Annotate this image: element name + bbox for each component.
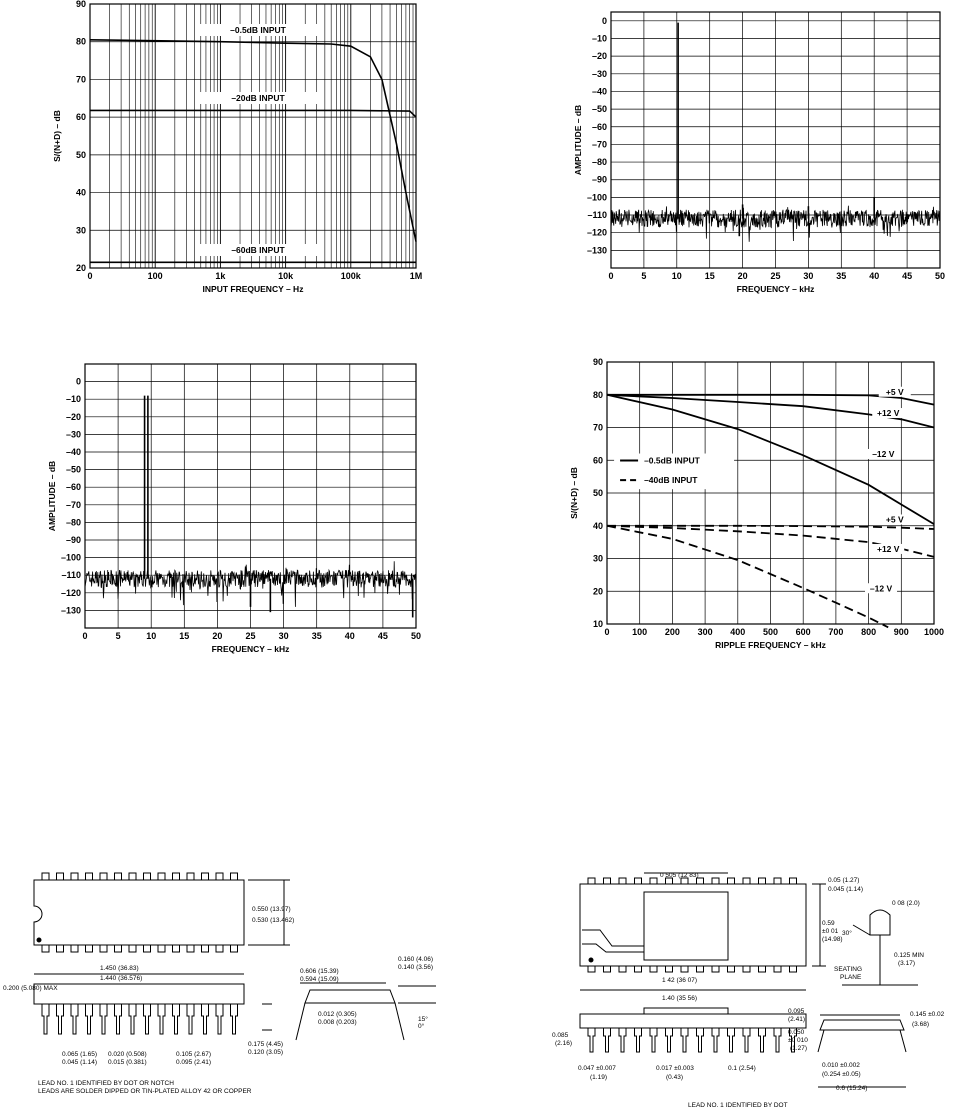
pin-bottom	[86, 945, 93, 952]
dim-width-mm: (14.98)	[822, 936, 843, 943]
lead	[619, 1028, 626, 1052]
dim-lead-length-min: 0.120 (3.05)	[248, 1049, 284, 1056]
ceramic-dip-leads	[588, 1028, 797, 1052]
pin-top	[774, 878, 781, 884]
lead	[86, 1004, 93, 1034]
plot-frame	[90, 4, 416, 268]
x-tick-label: 1k	[215, 271, 226, 281]
y-tick-label: –100	[586, 192, 607, 203]
x-tick-label: 0	[82, 631, 88, 641]
y-tick-label: 40	[592, 520, 603, 531]
dim-length-min-ceramic: 1.40 (35 56)	[662, 995, 698, 1002]
y-tick-label: 80	[592, 389, 603, 400]
dim-lead-shoulder: 0 08 (2.0)	[892, 900, 920, 907]
pin1-dot	[37, 938, 41, 942]
lead	[759, 1028, 766, 1052]
pin-bottom	[728, 966, 735, 972]
pin-bottom	[588, 966, 595, 972]
pin-top	[129, 873, 136, 880]
pin-top	[187, 873, 194, 880]
lead	[728, 1028, 735, 1052]
y-tick-label: –50	[591, 104, 607, 115]
ceramic-dip-lid	[644, 1008, 728, 1014]
y-tick-label: 20	[75, 263, 86, 273]
pin-top	[650, 878, 657, 884]
x-tick-label: 40	[344, 631, 355, 641]
x-tick-label: 50	[934, 271, 946, 281]
x-tick-label: 10k	[278, 271, 294, 281]
series-label: –0.5dB INPUT	[230, 25, 286, 35]
x-tick-label: 40	[869, 271, 880, 281]
x-tick-label: 600	[795, 627, 811, 637]
y-tick-label: 40	[75, 187, 86, 198]
y-tick-label: –40	[65, 447, 81, 457]
dim-pitch-max: 0.105 (2.67)	[176, 1051, 212, 1058]
y-tick-label: –120	[60, 587, 81, 598]
x-axis-label: RIPPLE FREQUENCY – kHz	[715, 640, 826, 650]
lead	[697, 1028, 704, 1052]
lead	[115, 1004, 122, 1034]
pin-bottom	[619, 966, 626, 972]
y-tick-label: 10	[592, 619, 603, 629]
plastic-package-note-1: LEAD NO. 1 IDENTIFIED BY DOT OR NOTCH	[38, 1080, 174, 1087]
dim-row-spacing-min: 0.594 (15.09)	[300, 976, 339, 983]
dim-seat-height-max: 0.160 (4.06)	[398, 956, 434, 963]
dim-lead-thickness-max: 0.012 (0.305)	[318, 1011, 357, 1018]
pin-bottom	[743, 966, 750, 972]
snr-vs-input-frequency-chart	[52, 0, 422, 294]
pin-top	[71, 873, 78, 880]
lead	[71, 1004, 78, 1034]
pin-top	[216, 873, 223, 880]
y-tick-label: –70	[591, 139, 607, 150]
fft-spectrum-chart-bottom	[47, 364, 421, 654]
pin-top	[115, 873, 122, 880]
x-tick-label: 1000	[923, 627, 945, 637]
dim-lead-length-max: 0.175 (4.45)	[248, 1041, 284, 1048]
x-tick-label: 500	[762, 627, 779, 637]
lead	[681, 1028, 688, 1052]
lead	[588, 1028, 595, 1052]
x-tick-label: 300	[697, 627, 713, 637]
y-tick-label: 30	[75, 225, 86, 236]
pin-bottom	[231, 945, 238, 952]
pin-bottom	[604, 966, 611, 972]
dim-lead-thickness-min: 0.008 (0.203)	[318, 1019, 357, 1026]
dim-shoulder-ceramic: 0.050	[788, 1029, 805, 1036]
pin-bottom	[129, 945, 136, 952]
pin-top	[202, 873, 209, 880]
pin-top	[100, 873, 107, 880]
dim-lead-narrow: 0.017 ±0.003	[656, 1065, 694, 1072]
y-tick-label: –90	[65, 535, 81, 545]
dim-shoulder-max: 0.065 (1.65)	[62, 1051, 98, 1058]
lead	[666, 1028, 673, 1052]
dim-width-min: 0.530 (13.462)	[252, 917, 295, 924]
lead	[202, 1004, 209, 1034]
ceramic-dip-package-drawing	[580, 873, 918, 1087]
series-label: –60dB INPUT	[231, 245, 285, 255]
x-tick-label: 200	[664, 627, 680, 637]
pin-top	[604, 878, 611, 884]
dim-seat-height-ceramic-mm: (3.68)	[912, 1021, 929, 1028]
pin-top	[158, 873, 165, 880]
dim-lead-tip-min: 0.045 (1.14)	[828, 886, 864, 893]
x-tick-label: 1M	[409, 271, 423, 281]
dim-angle-min: 0°	[418, 1023, 425, 1030]
y-tick-label: –10	[591, 33, 607, 44]
y-axis-label: S/(N+D) – dB	[569, 467, 579, 519]
x-tick-label: 15	[704, 271, 715, 281]
curve-label: +12 V	[876, 543, 900, 554]
lead	[57, 1004, 64, 1034]
snr-vs-ripple-frequency-chart	[569, 357, 944, 650]
y-tick-label: –130	[586, 245, 607, 256]
lead	[231, 1004, 238, 1034]
dim-length-max: 1.450 (36.83)	[100, 965, 139, 972]
x-tick-label: 5	[115, 631, 121, 641]
pin-top	[728, 878, 735, 884]
dim-standoff-mm: (2.16)	[555, 1040, 572, 1047]
x-tick-label: 50	[410, 631, 422, 641]
x-tick-label: 10	[671, 271, 682, 281]
lead	[42, 1004, 49, 1034]
x-tick-label: 5	[641, 271, 647, 281]
lead	[158, 1004, 165, 1034]
y-tick-label: –110	[61, 570, 81, 581]
y-tick-label: 90	[592, 357, 603, 367]
x-tick-label: 30	[278, 631, 289, 641]
curve-label: +5 V	[885, 514, 904, 525]
pin-bottom	[216, 945, 223, 952]
plastic-dip-end-view	[305, 990, 395, 1003]
dim-pitch-ceramic: 0.1 (2.54)	[728, 1065, 756, 1072]
pin-top	[231, 873, 238, 880]
plastic-dip-pins	[42, 873, 238, 952]
y-tick-label: –110	[587, 210, 607, 221]
dim-shoulder-tol: ±0 010	[788, 1037, 808, 1044]
x-tick-label: 45	[377, 631, 388, 641]
x-tick-label: 10	[146, 631, 157, 641]
x-axis-label: INPUT FREQUENCY – Hz	[202, 284, 304, 294]
dim-window-width: 0 505 (12 83)	[660, 872, 699, 879]
lead	[129, 1004, 136, 1034]
y-tick-label: 70	[592, 422, 603, 433]
plastic-dip-package-drawing	[34, 873, 436, 1040]
dim-body-thickness: 0.095	[788, 1008, 805, 1015]
pin-top	[144, 873, 151, 880]
dim-lead-length-min-ceramic: 0.125 MIN	[894, 952, 924, 959]
y-tick-label: 20	[592, 586, 603, 597]
ceramic-dip-side-view	[580, 1014, 806, 1028]
x-tick-label: 20	[212, 631, 223, 641]
x-tick-label: 900	[893, 627, 909, 637]
curve-label: +5 V	[885, 386, 904, 397]
plastic-dip-leads	[42, 1004, 238, 1034]
dim-length-max-ceramic: 1 42 (36 07)	[662, 977, 698, 984]
x-axis-label: FREQUENCY – kHz	[211, 644, 290, 654]
fft-spectrum-chart-top	[573, 12, 945, 294]
lead	[187, 1004, 194, 1034]
y-axis-label: S/(N+D) – dB	[52, 110, 62, 162]
lead	[774, 1028, 781, 1052]
curve-label: –12 V	[872, 448, 895, 459]
x-tick-label: 400	[730, 627, 746, 637]
dim-standoff: 0.085	[552, 1032, 569, 1039]
pin-bottom	[759, 966, 766, 972]
y-tick-label: 50	[75, 149, 86, 160]
lead	[743, 1028, 750, 1052]
dim-lead-angle: 30°	[842, 930, 852, 937]
dim-lead-width-ceramic-mm: (1.19)	[590, 1074, 607, 1081]
pin-bottom	[187, 945, 194, 952]
x-tick-label: 0	[604, 627, 610, 637]
y-axis-label: AMPLITUDE – dB	[573, 104, 583, 176]
pin-top	[712, 878, 719, 884]
dim-lead-thickness-ceramic-mm: (0.254 ±0.05)	[822, 1071, 861, 1078]
y-tick-label: –20	[591, 51, 607, 62]
pin-bottom	[681, 966, 688, 972]
x-tick-label: 0	[608, 271, 614, 281]
lead	[100, 1004, 107, 1034]
lead	[216, 1004, 223, 1034]
pin-top	[588, 878, 595, 884]
y-tick-label: –70	[65, 499, 81, 510]
y-tick-label: –100	[60, 552, 81, 563]
pin-bottom	[635, 966, 642, 972]
y-tick-label: –30	[591, 68, 607, 79]
pin-bottom	[202, 945, 209, 952]
y-tick-label: 50	[592, 488, 603, 498]
pin-bottom	[144, 945, 151, 952]
dim-body-thickness-mm: (2.41)	[788, 1016, 805, 1023]
dim-shoulder-mm: (1.27)	[790, 1045, 807, 1052]
pin-top	[57, 873, 64, 880]
legend-label: –40dB INPUT	[644, 475, 698, 486]
x-tick-label: 100k	[340, 271, 361, 281]
x-tick-label: 100	[147, 271, 163, 281]
y-tick-label: –50	[65, 464, 81, 475]
y-tick-label: –60	[591, 121, 607, 132]
pin1-dot-ceramic	[589, 958, 593, 962]
y-tick-label: 0	[601, 15, 607, 26]
dim-row-spacing-ceramic: 0.6 (15.24)	[836, 1085, 868, 1092]
plastic-dip-top-view	[34, 880, 244, 945]
lead	[144, 1004, 151, 1034]
pin-bottom	[774, 966, 781, 972]
x-tick-label: 35	[311, 631, 322, 641]
lead	[173, 1004, 180, 1034]
dim-width-max: 0.550 (13.97)	[252, 906, 291, 913]
pin-bottom	[158, 945, 165, 952]
series-label: –20dB INPUT	[231, 93, 285, 103]
dim-seat-height-ceramic: 0.145 ±0.02	[910, 1011, 945, 1018]
pin-bottom	[100, 945, 107, 952]
y-tick-label: –130	[60, 605, 81, 616]
dim-lead-narrow-mm: (0.43)	[666, 1074, 683, 1081]
y-tick-label: –10	[65, 394, 81, 405]
y-tick-label: –40	[591, 86, 607, 97]
pin-bottom	[71, 945, 78, 952]
pin-top	[619, 878, 626, 884]
ceramic-package-note: LEAD NO. 1 IDENTIFIED BY DOT	[688, 1102, 788, 1109]
pin-top	[86, 873, 93, 880]
dim-shoulder-min: 0.045 (1.14)	[62, 1059, 98, 1066]
dim-lead-width-max: 0.020 (0.508)	[108, 1051, 147, 1058]
x-tick-label: 100	[632, 627, 648, 637]
y-tick-label: –80	[65, 517, 81, 528]
lead	[604, 1028, 611, 1052]
ceramic-dip-top-view	[580, 884, 806, 966]
dim-lead-width-ceramic: 0.047 ±0.007	[578, 1065, 616, 1072]
y-tick-label: 60	[75, 112, 86, 123]
curve-label: +12 V	[876, 408, 900, 419]
x-axis-label: FREQUENCY – kHz	[736, 284, 815, 294]
plastic-dip-dimension-labels	[3, 906, 433, 1095]
dim-lead-width-min: 0.015 (0.381)	[108, 1059, 147, 1066]
seating-plane-label-2: PLANE	[840, 974, 862, 981]
dim-seat-height-min: 0.140 (3.56)	[398, 964, 434, 971]
series-line	[607, 526, 888, 628]
dim-lead-thickness-ceramic: 0.010 ±0.002	[822, 1062, 860, 1069]
dim-height-max: 0.200 (5.080) MAX	[3, 985, 58, 992]
plastic-dip-side-view	[34, 984, 244, 1004]
pin-bottom	[173, 945, 180, 952]
pin-bottom	[666, 966, 673, 972]
ceramic-dip-lead-frame	[582, 930, 644, 952]
x-tick-label: 700	[828, 627, 844, 637]
x-tick-label: 35	[836, 271, 847, 281]
series-line	[90, 40, 416, 242]
y-tick-label: 30	[592, 553, 603, 564]
y-tick-label: –30	[65, 429, 81, 440]
pin-bottom	[115, 945, 122, 952]
y-tick-label: –60	[65, 482, 81, 493]
pin-bottom	[697, 966, 704, 972]
dim-pitch-min: 0.095 (2.41)	[176, 1059, 212, 1066]
lead	[635, 1028, 642, 1052]
dim-angle-max: 15°	[418, 1016, 428, 1023]
y-tick-label: 0	[75, 376, 81, 387]
pin-bottom	[712, 966, 719, 972]
pin-top	[790, 878, 797, 884]
pin-bottom	[790, 966, 797, 972]
x-tick-label: 800	[861, 627, 877, 637]
curve-label: –12 V	[869, 583, 893, 594]
pin-top	[42, 873, 49, 880]
ceramic-dip-window	[644, 892, 728, 960]
y-tick-label: 90	[75, 0, 86, 9]
x-tick-label: 25	[770, 271, 781, 281]
y-tick-label: –80	[591, 157, 607, 168]
y-tick-label: –20	[65, 411, 81, 422]
lead	[712, 1028, 719, 1052]
x-tick-label: 20	[737, 271, 748, 281]
pin-top	[173, 873, 180, 880]
y-tick-label: 80	[75, 36, 86, 47]
seating-plane-label-1: SEATING	[834, 966, 863, 973]
pin-bottom	[42, 945, 49, 952]
ceramic-lead-profile	[870, 910, 890, 935]
y-tick-label: 70	[75, 74, 86, 85]
dim-width: 0.59	[822, 920, 835, 927]
pin-top	[635, 878, 642, 884]
lead	[650, 1028, 657, 1052]
plastic-package-note-2: LEADS ARE SOLDER DIPPED OR TIN-PLATED ALLOY 42 OR COPPER	[38, 1088, 252, 1095]
x-tick-label: 0	[87, 271, 93, 281]
dim-width-tol: ±0 01	[822, 928, 839, 935]
x-tick-label: 45	[902, 271, 913, 281]
x-tick-label: 25	[245, 631, 256, 641]
legend-label: –0.5dB INPUT	[644, 455, 700, 466]
pin-top	[759, 878, 766, 884]
series-line	[90, 110, 416, 117]
pin-bottom	[57, 945, 64, 952]
y-tick-label: –90	[591, 174, 607, 185]
dim-lead-length-min-mm: (3.17)	[898, 960, 915, 967]
dim-length-min: 1.440 (36.576)	[100, 975, 143, 982]
pin-top	[743, 878, 750, 884]
y-axis-label: AMPLITUDE – dB	[47, 460, 57, 532]
dim-row-spacing-max: 0.606 (15.39)	[300, 968, 339, 975]
x-tick-label: 30	[803, 271, 814, 281]
x-tick-label: 15	[179, 631, 190, 641]
ceramic-dip-end-view	[820, 1020, 904, 1030]
y-tick-label: 60	[592, 455, 603, 466]
pin-bottom	[650, 966, 657, 972]
dim-lead-tip-max: 0.05 (1.27)	[828, 877, 860, 884]
y-tick-label: –120	[586, 227, 607, 238]
